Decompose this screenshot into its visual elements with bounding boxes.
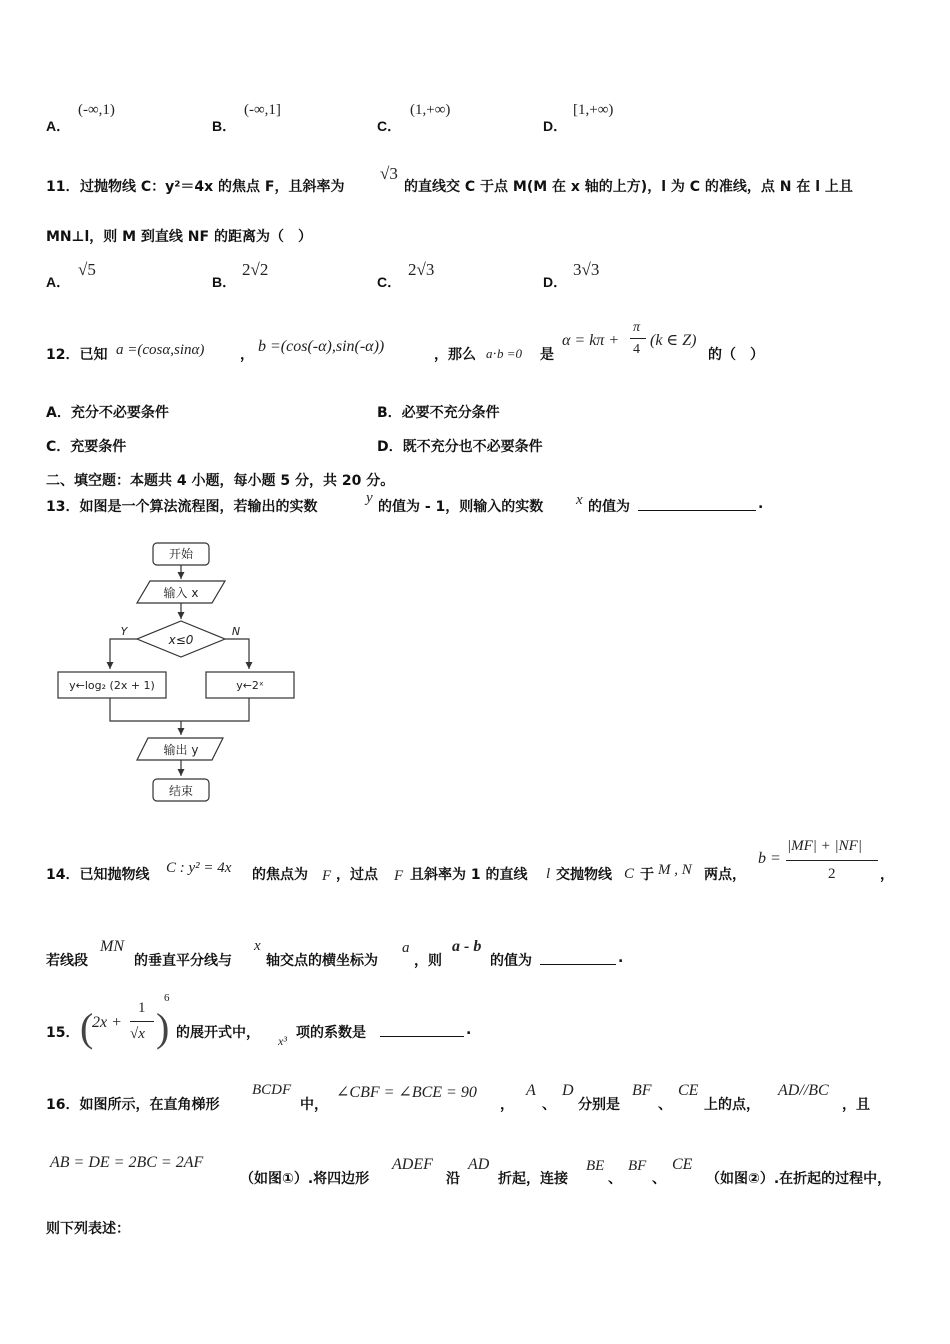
q14-line-2a: 若线段 [46,953,88,969]
q12-option-b [377,402,500,422]
q14-text-4: 且斜率为 1 的直线 [410,867,528,883]
q13-text-1: 13．如图是一个算法流程图，若输出的实数 [46,499,318,515]
q14-fraction-bar [786,860,878,861]
q16-point-a: A [526,1082,536,1099]
q16-line-3: 则下列表述： [46,1221,130,1237]
q14-line-2c: 轴交点的横坐标为 [266,953,378,969]
q13-period: . [758,496,764,512]
q12-comma: ， [240,347,254,363]
q16-equation: AB = DE = 2BC = 2AF [50,1154,204,1171]
q16-be: BE [586,1158,605,1174]
q12-then: ，那么 [434,347,476,363]
q15-answer-blank[interactable] [380,1022,464,1037]
q10-option-d-label: D． [543,118,568,134]
q12-vector-b: b =(cos(-α),sin(-α)) [258,338,385,355]
q11-sqrt3: √3 [380,164,398,183]
q12-option-a-text: 充分不必要条件 [70,405,169,421]
flowchart-right-label: y←2ˣ [236,679,264,692]
flowchart-yes-label: Y [120,625,128,638]
q15-one: 1 [138,1000,146,1016]
q16-bcdf: BCDF [252,1082,292,1098]
q16-angle: ∠CBF = ∠BCE = 90 [336,1084,477,1101]
q14-line-2b: 的垂直平分线与 [134,953,232,969]
q16-adef: ADEF [392,1156,433,1173]
q16-ce-2: CE [672,1156,693,1173]
q12-option-d-text: 既不充分也不必要条件 [402,439,543,455]
flowchart-end-label: 结束 [168,784,194,798]
section-2-heading: 二、填空题：本题共 4 小题，每小题 5 分，共 20 分。 [46,473,395,489]
q12-option-d [377,436,543,456]
q14-text-7: 两点， [704,867,746,883]
q15-text-2: 项的系数是 [296,1025,366,1041]
q16-sep-2: 、 [658,1097,672,1113]
q16-s2: 、 [652,1171,666,1187]
flowchart-condition-label: x≤0 [168,633,194,647]
q11-option-b-math: 2√2 [242,260,269,279]
q11-option-d-label: D． [543,274,568,290]
q11-text-2: 的直线交 C 于点 M(M 在 x 轴的上方)，l 为 C 的准线，点 N 在 l 上且 [404,179,853,195]
q12-dot-product: a⋅b =0 [486,346,522,361]
q12-tail: 的（ ） [708,347,764,363]
q15-fraction-bar [130,1021,154,1022]
q12-fraction-bar [630,338,646,339]
q12-option-a-label: A． [46,405,71,421]
q16-bf-2: BF [628,1158,647,1174]
q11-option-c-math: 2√3 [408,260,435,279]
q10-option-c-math: (1,+∞) [410,102,451,118]
q10-option-b-math: (-∞,1] [244,102,281,118]
q16-sep-1: 、 [542,1097,556,1113]
q12-option-c [46,436,126,456]
q15-exponent: 6 [164,992,170,1004]
q14-x-axis: x [254,938,261,954]
q16-line-2b: 沿 [446,1171,460,1187]
flowchart-output-label: 输出 y [163,743,199,757]
q10-option-d-math: [1,+∞) [573,102,614,118]
q14-text-1: 14．已知抛物线 [46,867,150,883]
q16-text-3: ， [500,1097,514,1113]
q12-k-in-z: (k ∈ Z) [650,332,697,349]
q13-x: x [576,492,583,508]
q12-option-a [46,402,169,422]
q14-focus-f: F [322,868,332,884]
q12-option-b-text: 必要不充分条件 [401,405,500,421]
flowchart-no-label: N [231,625,241,638]
q16-ad: AD [468,1156,490,1173]
q11-option-a-math: √5 [78,260,96,279]
flowchart-start-label: 开始 [168,547,194,561]
q11-line-2: MN⊥l，则 M 到直线 NF 的距离为（ ） [46,229,312,245]
q12-option-d-label: D． [377,439,403,455]
q14-text-2: 的焦点为 [252,867,308,883]
q12-is: 是 [540,347,554,363]
q16-s1: 、 [608,1171,622,1187]
flowchart-input-label: 输入 x [163,586,199,600]
flowchart [50,535,310,810]
q14-denominator: 2 [828,866,836,882]
q14-comma: ， [880,867,894,883]
q15-right-paren: ) [156,1005,170,1050]
q11-text-1: 过抛物线 C：y²＝4x 的焦点 F，且斜率为 [80,179,345,195]
q16-text-2: 中， [300,1097,328,1113]
q16-parallel: AD//BC [778,1082,829,1099]
q10-option-b-label: B． [212,118,237,134]
q14-text-6: 于 [640,867,654,883]
q14-answer-blank[interactable] [540,950,616,965]
q16-line-2a: （如图①）.将四边形 [240,1171,370,1187]
q14-a: a [402,940,410,956]
q12-alpha-eq: α = kπ + [562,332,620,349]
flowchart-left-label: y←log₂ (2x + 1) [69,679,155,692]
q12-four: 4 [633,342,640,357]
q14-points-mn: M , N [658,862,692,878]
q14-b-eq: b = [758,850,781,867]
q16-text-4: 分别是 [578,1097,620,1113]
q14-a-minus-b: a - b [452,938,482,955]
q12-number: 12．已知 [46,347,108,363]
q11-option-c-label: C． [377,274,402,290]
q16-text-6: ，且 [842,1097,870,1113]
q13-answer-blank[interactable] [638,496,756,511]
q15-left-paren: ( [80,1005,94,1050]
q15-text-1: 的展开式中， [176,1025,260,1041]
q14-period: . [618,950,624,966]
q10-option-a-math: (-∞,1) [78,102,115,118]
q10-option-a-label: A． [46,118,71,134]
q14-line-2d: ，则 [414,953,442,969]
q11-number: 11． [46,179,80,195]
q13-y: y [366,490,373,506]
q16-bf: BF [632,1082,652,1099]
q15-number: 15． [46,1025,80,1041]
q12-option-c-label: C． [46,439,71,455]
q14-line-2e: 的值为 [490,953,532,969]
q15-x-cubed: x³ [278,1034,287,1048]
q15-expr: 2x + [92,1014,122,1031]
q14-curve: C : y² = 4x [166,860,232,876]
q16-point-d: D [562,1082,574,1099]
q16-line-2d: （如图②）.在折起的过程中， [706,1171,892,1187]
q13-text-3: 的值为 [588,499,630,515]
q11-option-d-math: 3√3 [573,260,600,279]
q14-numerator: |MF| + |NF| [787,838,862,854]
q12-pi: π [633,320,641,335]
q12-vector-a: a =(cosα,sinα) [116,342,205,358]
q15-period: . [466,1022,472,1038]
q16-text-5: 上的点， [704,1097,760,1113]
q11-option-b-label: B． [212,274,237,290]
q11-option-a-label: A． [46,274,71,290]
q16-line-2c: 折起，连接 [498,1171,568,1187]
q14-curve-c: C [624,866,635,882]
q14-text-5: 交抛物线 [556,867,612,883]
q13-text-2: 的值为 - 1，则输入的实数 [378,499,544,515]
q10-option-c-label: C． [377,118,402,134]
q14-line-l: l [546,866,551,882]
q16-ce: CE [678,1082,699,1099]
q12-option-b-label: B． [377,405,402,421]
q14-segment-mn: MN [100,938,124,955]
q16-text-1: 16．如图所示，在直角梯形 [46,1097,220,1113]
q12-option-c-text: 充要条件 [70,439,127,455]
q14-text-3: ，过点 [336,867,378,883]
q15-sqrt-x: √x [130,1026,145,1042]
q14-focus-f-2: F [394,868,404,884]
